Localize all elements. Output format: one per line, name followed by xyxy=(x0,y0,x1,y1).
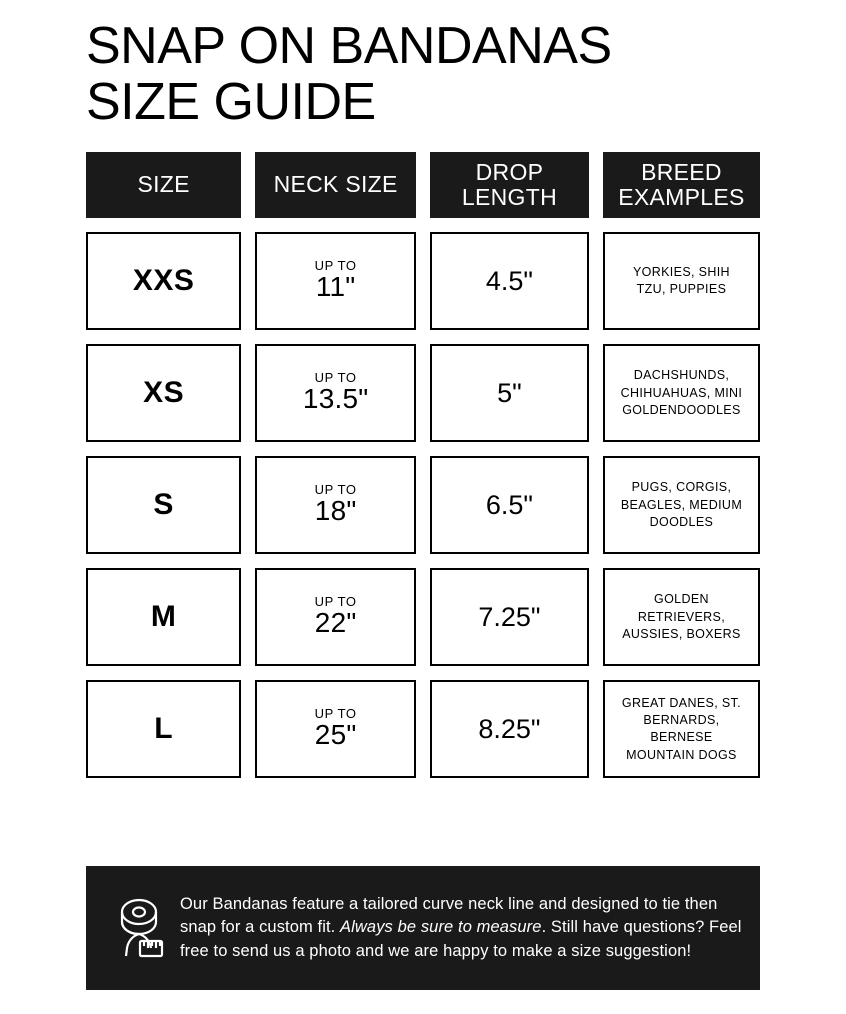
measuring-tape-icon xyxy=(102,894,180,962)
cell-breed-examples xyxy=(603,568,760,666)
up-to-label: UP TO xyxy=(314,482,357,498)
neck-value: 13.5" xyxy=(302,383,369,415)
cell-drop-length xyxy=(430,680,589,778)
drop-value: 7.25" xyxy=(478,601,541,632)
breed-value: PUGS, CORGIS, BEAGLES, MEDIUM DOODLES xyxy=(620,480,743,529)
breed-value: GOLDEN RETRIEVERS, AUSSIES, BOXERS xyxy=(622,592,741,641)
cell-neck-size xyxy=(255,232,416,330)
up-to-label: UP TO xyxy=(314,370,357,386)
cell-size xyxy=(86,568,241,666)
note-text-part2: . Still have questions? Feel free to send us a photo and we are happy to make a size suggestion! xyxy=(180,918,742,960)
column-header-drop-length xyxy=(430,152,589,218)
title-line-2: SIZE GUIDE xyxy=(86,73,376,132)
size-table xyxy=(86,152,760,778)
breed-value: GREAT DANES, ST. BERNARDS, BERNESE MOUNTAIN DOGS xyxy=(621,695,741,762)
cell-size xyxy=(86,680,241,778)
column-header-drop-length-line2: LENGTH xyxy=(461,184,557,211)
cell-breed-examples xyxy=(603,232,760,330)
table-row xyxy=(86,456,760,554)
note-text-emphasis: Always be sure to measure xyxy=(340,918,542,937)
cell-size xyxy=(86,232,241,330)
drop-value: 6.5" xyxy=(485,489,534,520)
table-header-row xyxy=(86,152,760,218)
cell-neck-size xyxy=(255,568,416,666)
size-guide-page xyxy=(0,18,846,1014)
cell-breed-examples xyxy=(603,344,760,442)
neck-value: 25" xyxy=(314,719,357,751)
neck-value: 22" xyxy=(314,607,357,639)
column-header-size: SIZE xyxy=(86,152,241,218)
table-row xyxy=(86,344,760,442)
size-value: M xyxy=(150,600,177,634)
up-to-label: UP TO xyxy=(314,594,357,610)
cell-neck-size xyxy=(255,680,416,778)
cell-neck-size xyxy=(255,456,416,554)
size-value: L xyxy=(154,712,174,746)
cell-drop-length xyxy=(430,232,589,330)
cell-breed-examples xyxy=(603,456,760,554)
table-row xyxy=(86,232,760,330)
cell-drop-length xyxy=(430,568,589,666)
size-value: XS xyxy=(143,376,185,410)
page-title xyxy=(86,18,826,130)
column-header-breed-line1: BREED xyxy=(641,158,722,185)
drop-value: 5" xyxy=(497,377,522,408)
up-to-label: UP TO xyxy=(314,706,357,722)
breed-value: YORKIES, SHIH TZU, PUPPIES xyxy=(632,265,730,297)
column-header-breed-line2: EXAMPLES xyxy=(618,184,745,211)
title-line-1: SNAP ON BANDANAS xyxy=(86,17,612,75)
cell-breed-examples xyxy=(603,680,760,778)
cell-size xyxy=(86,344,241,442)
column-header-breed-examples xyxy=(603,152,760,218)
cell-size xyxy=(86,456,241,554)
size-value: XXS xyxy=(132,264,195,298)
cell-neck-size xyxy=(255,344,416,442)
drop-value: 4.5" xyxy=(485,265,534,296)
table-row xyxy=(86,568,760,666)
neck-value: 11" xyxy=(315,271,356,303)
cell-drop-length xyxy=(430,456,589,554)
breed-value: DACHSHUNDS, CHIHUAHUAS, MINI GOLDENDOODLES xyxy=(620,368,743,417)
size-value: S xyxy=(153,488,174,522)
column-header-drop-length-line1: DROP xyxy=(475,158,544,185)
column-header-neck-size: NECK SIZE xyxy=(255,152,416,218)
table-row xyxy=(86,680,760,778)
note-text xyxy=(180,893,742,963)
drop-value: 8.25" xyxy=(478,713,541,744)
neck-value: 18" xyxy=(314,495,357,527)
note-panel xyxy=(86,866,760,990)
note-text-part1: Our Bandanas feature a tailored curve neck line and designed to tie then snap for a custom fit. xyxy=(180,894,718,937)
cell-drop-length xyxy=(430,344,589,442)
up-to-label: UP TO xyxy=(314,258,357,274)
